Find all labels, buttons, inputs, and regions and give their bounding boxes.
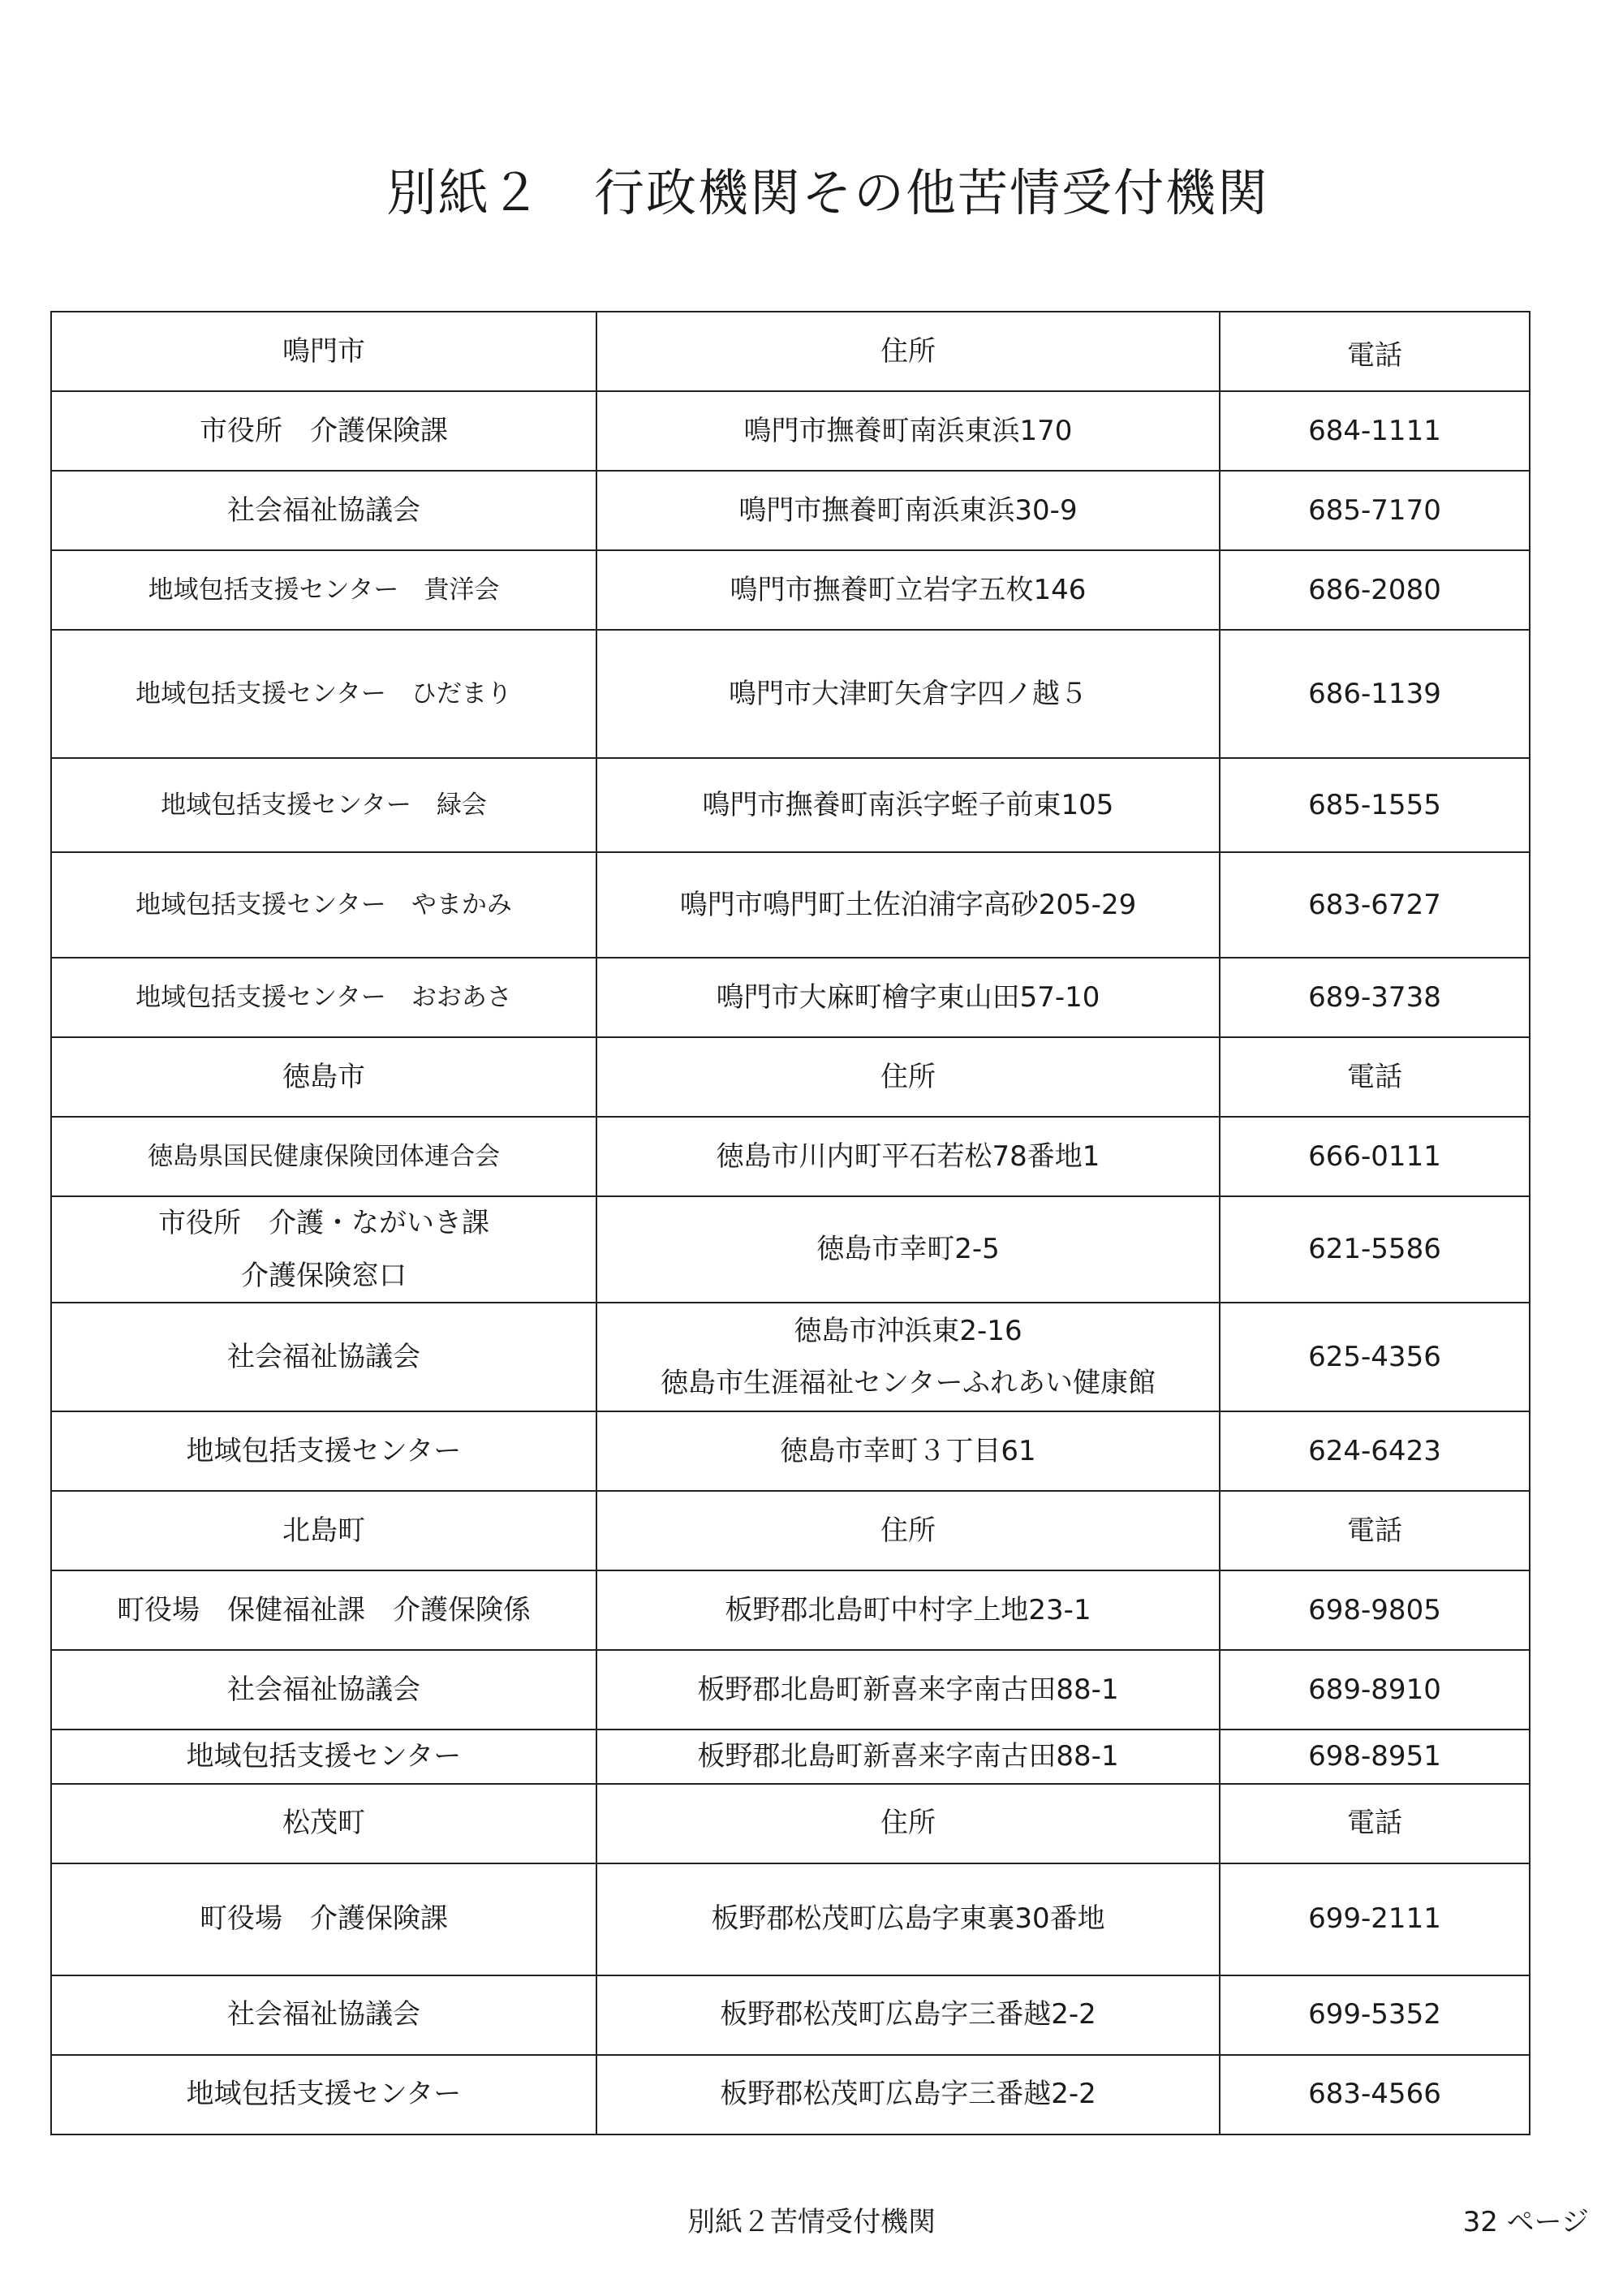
agency-address-text: 徳島市川内町平石若松78番地1 bbox=[716, 1139, 1100, 1173]
table-row bbox=[51, 1196, 1530, 1303]
agency-address-text: 板野郡松茂町広島字東裏30番地 bbox=[711, 1902, 1105, 1936]
agency-phone-text: 698-9805 bbox=[1308, 1593, 1441, 1626]
agency-address-text: 鳴門市撫養町南浜東浜30-9 bbox=[738, 493, 1078, 527]
agency-name-text: 地域包括支援センター bbox=[186, 1434, 462, 1467]
agency-name-text: 地域包括支援センター 貴洋会 bbox=[148, 575, 500, 605]
agency-address bbox=[596, 958, 1220, 1037]
agency-phone-text: 685-7170 bbox=[1308, 493, 1441, 527]
agency-address bbox=[596, 1411, 1220, 1491]
agency-name-text: 市役所 介護・ながいき課 bbox=[158, 1207, 489, 1239]
section-address-header bbox=[596, 1037, 1220, 1117]
agency-phone-text: 686-1139 bbox=[1308, 677, 1441, 710]
agency-phone bbox=[1220, 1196, 1530, 1303]
agency-name bbox=[51, 550, 596, 630]
section-municipality-text: 松茂町 bbox=[282, 1807, 365, 1840]
agency-phone-text: 685-1555 bbox=[1308, 788, 1441, 821]
agency-name-text: 地域包括支援センター おおあさ bbox=[136, 982, 512, 1012]
table-row bbox=[51, 1650, 1530, 1730]
page-number: 32 ページ bbox=[1462, 2206, 1589, 2238]
agency-address bbox=[596, 758, 1220, 852]
agency-address-text: 徳島市沖浜東2-16 bbox=[794, 1314, 1022, 1347]
agency-phone-text: 625-4356 bbox=[1308, 1340, 1441, 1373]
agency-phone bbox=[1220, 1117, 1530, 1196]
section-phone-header-text: 電話 bbox=[1347, 1807, 1402, 1840]
agency-address bbox=[596, 391, 1220, 471]
agency-phone bbox=[1220, 1730, 1530, 1784]
agency-address-text: 鳴門市大麻町檜字東山田57-10 bbox=[716, 980, 1100, 1014]
table-row bbox=[51, 1863, 1530, 1975]
section-header-row bbox=[51, 1037, 1530, 1117]
table-row bbox=[51, 958, 1530, 1037]
agency-name bbox=[51, 1730, 596, 1784]
section-municipality-text: 北島町 bbox=[282, 1514, 365, 1547]
agency-name-text: 社会福祉協議会 bbox=[227, 493, 420, 527]
agency-name bbox=[51, 1196, 596, 1303]
section-address-header bbox=[596, 312, 1220, 391]
section-phone-header-text: 電話 bbox=[1347, 339, 1402, 373]
agency-name-text: 地域包括支援センター bbox=[186, 2078, 462, 2111]
table-row bbox=[51, 852, 1530, 958]
section-municipality bbox=[51, 1037, 596, 1117]
agency-phone-text: 683-6727 bbox=[1308, 888, 1441, 921]
section-address-header bbox=[596, 1784, 1220, 1863]
agency-name-text: 町役場 介護保険課 bbox=[200, 1902, 448, 1936]
agency-phone bbox=[1220, 391, 1530, 471]
agency-address bbox=[596, 2055, 1220, 2134]
section-address-header-text: 住所 bbox=[880, 1807, 936, 1840]
section-address-header-text: 住所 bbox=[880, 1514, 936, 1547]
agency-name-text: 町役場 保健福祉課 介護保険係 bbox=[117, 1593, 531, 1626]
agency-address bbox=[596, 1196, 1220, 1303]
agency-name-text: 地域包括支援センター bbox=[186, 1740, 462, 1773]
section-phone-header bbox=[1220, 312, 1530, 391]
page-title: 別紙２ 行政機関その他苦情受付機関 bbox=[385, 163, 1269, 222]
section-header-row bbox=[51, 1491, 1530, 1570]
agency-address-text: 徳島市幸町2-5 bbox=[816, 1233, 1000, 1266]
agency-name bbox=[51, 471, 596, 550]
section-address-header-text: 住所 bbox=[880, 334, 936, 368]
table-row bbox=[51, 550, 1530, 630]
agency-phone bbox=[1220, 1303, 1530, 1411]
agency-address bbox=[596, 1863, 1220, 1975]
agency-name bbox=[51, 2055, 596, 2134]
agency-address-text: 徳島市幸町３丁目61 bbox=[780, 1434, 1036, 1467]
table-row bbox=[51, 630, 1530, 758]
agency-address-text: 鳴門市撫養町立岩字五枚146 bbox=[730, 573, 1087, 606]
agency-address bbox=[596, 1117, 1220, 1196]
agency-phone-text: 686-2080 bbox=[1308, 573, 1441, 606]
agency-name bbox=[51, 1303, 596, 1411]
agency-address bbox=[596, 1975, 1220, 2055]
agency-name-text: 社会福祉協議会 bbox=[227, 1673, 420, 1706]
agency-name bbox=[51, 758, 596, 852]
agency-phone bbox=[1220, 471, 1530, 550]
agency-phone-text: 624-6423 bbox=[1308, 1434, 1441, 1467]
agency-phone bbox=[1220, 1570, 1530, 1650]
table-row bbox=[51, 1730, 1530, 1784]
section-municipality-text: 鳴門市 bbox=[282, 334, 365, 368]
agency-address-text: 鳴門市大津町矢倉字四ノ越５ bbox=[729, 677, 1087, 710]
agency-name-text: 地域包括支援センター ひだまり bbox=[136, 678, 512, 709]
agency-name-text: 社会福祉協議会 bbox=[227, 1998, 420, 2031]
section-municipality bbox=[51, 1491, 596, 1570]
agency-name-text: 市役所 介護保険課 bbox=[200, 414, 448, 447]
agency-phone-text: 621-5586 bbox=[1308, 1233, 1441, 1266]
agency-name-text: 地域包括支援センター やまかみ bbox=[136, 890, 512, 920]
agency-name bbox=[51, 391, 596, 471]
agency-address bbox=[596, 630, 1220, 758]
agency-address bbox=[596, 550, 1220, 630]
agency-address-text: 徳島市生涯福祉センターふれあい健康館 bbox=[661, 1367, 1156, 1400]
agency-name-text: 社会福祉協議会 bbox=[227, 1340, 420, 1373]
section-header-row bbox=[51, 312, 1530, 391]
table-row bbox=[51, 471, 1530, 550]
section-municipality bbox=[51, 312, 596, 391]
table-row bbox=[51, 391, 1530, 471]
table-row bbox=[51, 1411, 1530, 1491]
agency-name bbox=[51, 1650, 596, 1730]
section-phone-header bbox=[1220, 1491, 1530, 1570]
agency-address bbox=[596, 1730, 1220, 1784]
agency-phone-text: 699-5352 bbox=[1308, 1998, 1441, 2031]
agency-name bbox=[51, 1117, 596, 1196]
agency-phone bbox=[1220, 852, 1530, 958]
agency-address-text: 板野郡北島町新喜来字南古田88-1 bbox=[697, 1740, 1119, 1773]
section-municipality-text: 徳島市 bbox=[282, 1060, 365, 1093]
agency-name bbox=[51, 1863, 596, 1975]
agency-phone bbox=[1220, 1863, 1530, 1975]
agency-address-text: 板野郡北島町新喜来字南古田88-1 bbox=[697, 1673, 1119, 1706]
agency-name bbox=[51, 1570, 596, 1650]
agency-phone-text: 666-0111 bbox=[1308, 1139, 1441, 1173]
agency-phone-text: 684-1111 bbox=[1308, 414, 1441, 447]
agency-address-text: 鳴門市鳴門町土佐泊浦字高砂205-29 bbox=[679, 888, 1137, 921]
agency-address bbox=[596, 852, 1220, 958]
agency-address-text: 板野郡松茂町広島字三番越2-2 bbox=[720, 1998, 1096, 2031]
agency-name bbox=[51, 852, 596, 958]
agency-phone-text: 689-3738 bbox=[1308, 980, 1441, 1014]
section-municipality bbox=[51, 1784, 596, 1863]
section-phone-header-text: 電話 bbox=[1347, 1514, 1402, 1547]
agency-name bbox=[51, 1975, 596, 2055]
section-header-row bbox=[51, 1784, 1530, 1863]
agency-name-text: 徳島県国民健康保険団体連合会 bbox=[148, 1141, 500, 1171]
table-row bbox=[51, 758, 1530, 852]
footer-label: 別紙２苦情受付機関 bbox=[687, 2206, 936, 2238]
agency-phone bbox=[1220, 2055, 1530, 2134]
agency-name-text: 地域包括支援センター 緑会 bbox=[161, 790, 487, 820]
agency-phone bbox=[1220, 630, 1530, 758]
agency-table bbox=[50, 311, 1530, 2135]
agency-phone bbox=[1220, 758, 1530, 852]
agency-phone-text: 689-8910 bbox=[1308, 1673, 1441, 1706]
agency-phone bbox=[1220, 958, 1530, 1037]
agency-name bbox=[51, 1411, 596, 1491]
agency-phone bbox=[1220, 1411, 1530, 1491]
agency-name bbox=[51, 630, 596, 758]
agency-name bbox=[51, 958, 596, 1037]
table-row bbox=[51, 1117, 1530, 1196]
agency-phone bbox=[1220, 1650, 1530, 1730]
section-phone-header bbox=[1220, 1784, 1530, 1863]
agency-address-text: 板野郡北島町中村字上地23-1 bbox=[725, 1593, 1091, 1626]
agency-name-text: 介護保険窓口 bbox=[241, 1259, 407, 1292]
agency-address bbox=[596, 1650, 1220, 1730]
agency-phone bbox=[1220, 550, 1530, 630]
section-address-header bbox=[596, 1491, 1220, 1570]
agency-address bbox=[596, 471, 1220, 550]
table-row bbox=[51, 1570, 1530, 1650]
section-address-header-text: 住所 bbox=[880, 1060, 936, 1093]
agency-phone bbox=[1220, 1975, 1530, 2055]
agency-address-text: 鳴門市撫養町南浜東浜170 bbox=[743, 414, 1073, 447]
agency-address-text: 鳴門市撫養町南浜字蛭子前東105 bbox=[702, 788, 1114, 821]
section-phone-header bbox=[1220, 1037, 1530, 1117]
agency-address bbox=[596, 1303, 1220, 1411]
table-row bbox=[51, 1303, 1530, 1411]
agency-address bbox=[596, 1570, 1220, 1650]
agency-phone-text: 699-2111 bbox=[1308, 1902, 1441, 1936]
agency-address-text: 板野郡松茂町広島字三番越2-2 bbox=[720, 2078, 1096, 2111]
table-row bbox=[51, 1975, 1530, 2055]
section-phone-header-text: 電話 bbox=[1347, 1060, 1402, 1093]
agency-phone-text: 698-8951 bbox=[1308, 1740, 1441, 1773]
table-row bbox=[51, 2055, 1530, 2134]
agency-table-body bbox=[51, 312, 1530, 2134]
agency-phone-text: 683-4566 bbox=[1308, 2078, 1441, 2111]
